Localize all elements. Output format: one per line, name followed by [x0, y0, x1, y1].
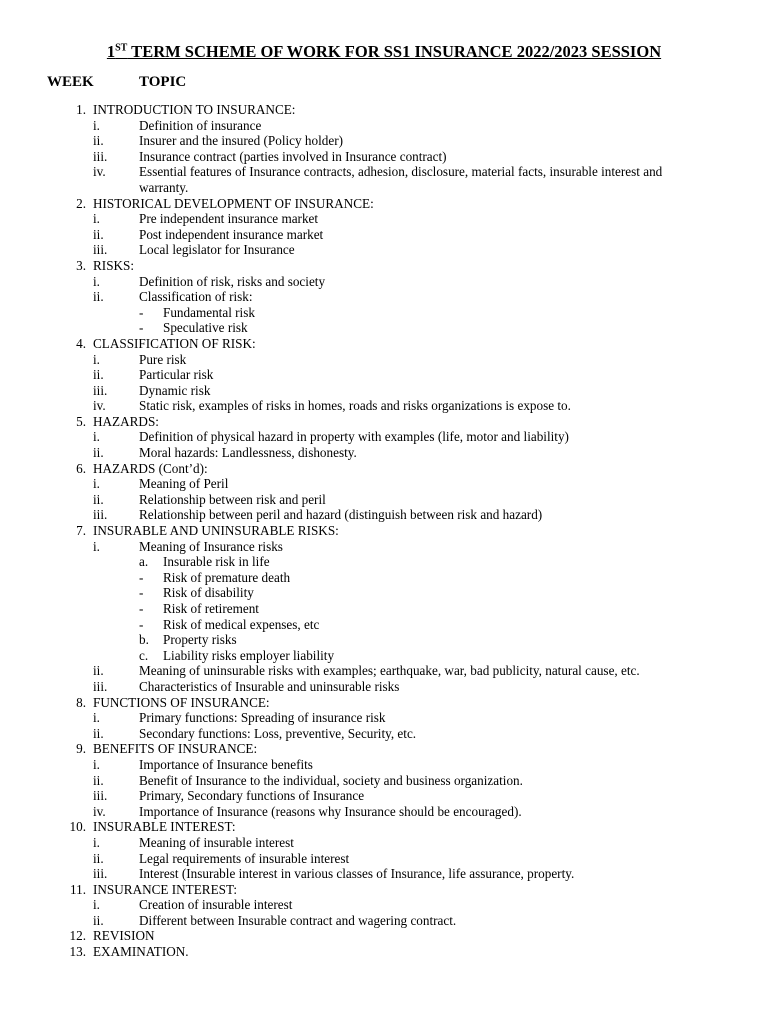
sub-item-marker: -: [139, 601, 144, 616]
item-text: Interest (Insurable interest in various classes of Insurance, life assurance, property.: [139, 866, 575, 882]
week-row: [0, 461, 768, 477]
sub-item-marker: -: [139, 320, 144, 336]
item-text: Definition of physical hazard in property with examples (life, motor and liability): [139, 429, 569, 445]
sub-item-marker: -: [139, 585, 144, 601]
item-marker: iii.: [93, 788, 108, 804]
item-text: Primary, Secondary functions of Insurance: [139, 788, 365, 804]
item-text: Local legislator for Insurance: [139, 242, 295, 258]
item-text: Particular risk: [139, 367, 214, 383]
sub-item-marker: -: [139, 616, 144, 632]
item-text: Benefit of Insurance to the individual, society and business organization.: [139, 772, 523, 788]
topic-item: [0, 164, 768, 195]
topic-item: [0, 851, 768, 867]
item-marker: ii.: [93, 289, 104, 305]
sub-item-text: Risk of medical expenses, etc: [163, 616, 320, 632]
sub-item-text: Risk of premature death: [163, 569, 291, 585]
week-row: [0, 414, 768, 430]
item-text: Post independent insurance market: [139, 226, 324, 242]
week-number: 2.: [76, 195, 86, 211]
week-title: INTRODUCTION TO INSURANCE:: [93, 102, 296, 117]
topic-item: [0, 367, 768, 383]
week-title: HAZARDS:: [93, 413, 159, 429]
week-row: [0, 928, 768, 944]
week-number: 13.: [69, 944, 86, 960]
week-row: [0, 819, 768, 835]
topic-item: [0, 913, 768, 929]
topic-item: [0, 804, 768, 820]
item-marker: i.: [93, 476, 100, 492]
sub-item-text: Insurable risk in life: [163, 554, 270, 570]
item-marker: ii.: [93, 226, 104, 242]
topic-item: [0, 835, 768, 851]
sub-item-marker: -: [139, 569, 144, 585]
item-marker: ii.: [93, 912, 104, 928]
title-text: TERM SCHEME OF WORK FOR SS1 INSURANCE 2022/2023 SESSION: [127, 42, 662, 61]
topic-item: [0, 539, 768, 555]
item-text: Meaning of Insurance risks: [139, 538, 283, 554]
week-number: 8.: [76, 694, 86, 710]
topic-item: [0, 383, 768, 399]
week-number: 7.: [76, 523, 86, 539]
topic-item: [0, 726, 768, 742]
week-title: HISTORICAL DEVELOPMENT OF INSURANCE:: [93, 195, 374, 211]
sub-item: [0, 648, 768, 664]
topic-item: [0, 274, 768, 290]
item-marker: i.: [93, 211, 100, 227]
item-marker: i.: [93, 273, 100, 289]
sub-item: [0, 305, 768, 321]
week-title: INSURABLE INTEREST:: [93, 819, 236, 835]
item-text: Primary functions: Spreading of insurance risk: [139, 710, 386, 726]
item-text: Meaning of uninsurable risks with examples; earthquake, war, bad publicity, natural cause, etc.: [139, 663, 640, 679]
item-text: Pure risk: [139, 351, 187, 367]
sub-item: [0, 601, 768, 617]
week-row: [0, 523, 768, 539]
item-text: Legal requirements of insurable interest: [139, 850, 350, 866]
sub-item: [0, 320, 768, 336]
item-marker: iii.: [93, 507, 108, 523]
week-title: HAZARDS (Cont’d):: [93, 460, 208, 476]
week-number: 11.: [70, 881, 86, 897]
item-marker: iii.: [93, 866, 108, 882]
topic-item: [0, 227, 768, 243]
week-number: 3.: [76, 257, 86, 273]
item-marker: i.: [93, 351, 100, 367]
topic-header: TOPIC: [139, 74, 187, 90]
item-text: Definition of insurance: [139, 117, 262, 133]
week-row: [0, 741, 768, 757]
topic-item: [0, 149, 768, 165]
sub-item-text: Property risks: [163, 632, 237, 648]
item-text: Moral hazards: Landlessness, dishonesty.: [139, 445, 357, 461]
item-marker: ii.: [93, 850, 104, 866]
item-marker: i.: [93, 897, 100, 913]
week-number: 12.: [69, 928, 86, 944]
sub-item: [0, 570, 768, 586]
item-marker: ii.: [93, 133, 104, 149]
item-marker: iv.: [93, 803, 106, 819]
week-row: [0, 258, 768, 274]
week-title: BENEFITS OF INSURANCE:: [93, 741, 258, 757]
week-title: RISKS:: [93, 257, 135, 273]
item-marker: ii.: [93, 491, 104, 507]
week-title: CLASSIFICATION OF RISK:: [93, 335, 256, 351]
sub-item-marker: a.: [139, 554, 149, 570]
item-marker: i.: [93, 117, 100, 133]
sub-item-marker: c.: [139, 647, 149, 663]
item-marker: iii.: [93, 382, 108, 398]
topic-item: [0, 773, 768, 789]
week-title: FUNCTIONS OF INSURANCE:: [93, 694, 270, 710]
topic-item: [0, 289, 768, 305]
topic-item: [0, 242, 768, 258]
topic-item: [0, 710, 768, 726]
sub-item: [0, 585, 768, 601]
week-number: 6.: [76, 460, 86, 476]
item-marker: ii.: [93, 367, 104, 383]
week-row: [0, 695, 768, 711]
item-text: Secondary functions: Loss, preventive, Security, etc.: [139, 725, 417, 741]
topic-item: [0, 429, 768, 445]
sub-item: [0, 617, 768, 633]
topic-item: [0, 445, 768, 461]
item-text: Meaning of Peril: [139, 476, 229, 492]
item-text: Insurer and the insured (Policy holder): [139, 133, 343, 149]
item-marker: ii.: [93, 663, 104, 679]
item-marker: iv.: [93, 164, 106, 180]
item-text: Importance of Insurance (reasons why Insurance should be encouraged).: [139, 803, 522, 819]
sub-item-text: Fundamental risk: [163, 304, 255, 320]
topic-item: [0, 476, 768, 492]
item-text: Dynamic risk: [139, 382, 211, 398]
sub-item-text: Liability risks employer liability: [163, 647, 335, 663]
item-text: Pre independent insurance market: [139, 211, 319, 227]
topic-item: [0, 398, 768, 414]
topic-item: [0, 133, 768, 149]
week-title: EXAMINATION.: [93, 944, 189, 960]
item-marker: ii.: [93, 772, 104, 788]
item-text: Static risk, examples of risks in homes, roads and risks organizations is expose to.: [139, 398, 571, 414]
sub-item-text: Risk of retirement: [163, 601, 259, 616]
topic-item: [0, 211, 768, 227]
item-text: Characteristics of Insurable and uninsurable risks: [139, 678, 400, 694]
item-marker: i.: [93, 538, 100, 554]
title-prefix: 1: [106, 42, 116, 61]
item-marker: i.: [93, 756, 100, 772]
sub-item-marker: -: [139, 304, 144, 320]
item-marker: iii.: [93, 242, 108, 258]
item-marker: ii.: [93, 445, 104, 461]
item-text: Essential features of Insurance contracts, adhesion, disclosure, material facts, insurable interest and warranty.: [139, 164, 663, 195]
item-marker: iv.: [93, 398, 106, 414]
item-text: Different between Insurable contract and wagering contract.: [139, 912, 457, 928]
week-row: [0, 944, 768, 960]
item-marker: iii.: [93, 678, 108, 694]
week-title: INSURABLE AND UNINSURABLE RISKS:: [93, 523, 339, 539]
sub-item: [0, 554, 768, 570]
topic-item: [0, 492, 768, 508]
item-text: Meaning of insurable interest: [139, 834, 294, 850]
topic-item: [0, 352, 768, 368]
item-text: Relationship between peril and hazard (distinguish between risk and hazard): [139, 507, 543, 523]
week-number: 5.: [76, 413, 86, 429]
week-number: 1.: [76, 102, 86, 117]
item-marker: i.: [93, 429, 100, 445]
topic-item: [0, 679, 768, 695]
week-title: REVISION: [93, 928, 155, 944]
item-text: Creation of insurable interest: [139, 897, 293, 913]
week-row: [0, 196, 768, 212]
week-row: [0, 336, 768, 352]
item-text: Classification of risk:: [139, 289, 253, 305]
sub-item: [0, 632, 768, 648]
sub-item-marker: b.: [139, 632, 149, 648]
title-superscript: ST: [115, 42, 128, 54]
week-number: 4.: [76, 335, 86, 351]
sub-item-text: Risk of disability: [163, 585, 254, 601]
week-header: WEEK: [47, 74, 94, 90]
topic-item: [0, 118, 768, 134]
topic-item: [0, 507, 768, 523]
item-text: Insurance contract (parties involved in Insurance contract): [139, 148, 447, 164]
topic-item: [0, 788, 768, 804]
item-text: Relationship between risk and peril: [139, 491, 326, 507]
item-marker: ii.: [93, 725, 104, 741]
topic-item: [0, 897, 768, 913]
sub-item-text: Speculative risk: [163, 320, 248, 336]
week-number: 9.: [76, 741, 86, 757]
item-marker: i.: [93, 834, 100, 850]
week-number: 10.: [69, 819, 86, 835]
week-title: INSURANCE INTEREST:: [93, 881, 238, 897]
item-text: Definition of risk, risks and society: [139, 273, 326, 289]
week-row: [0, 102, 768, 118]
item-marker: i.: [93, 710, 100, 726]
topic-item: [0, 663, 768, 679]
topic-item: [0, 757, 768, 773]
item-marker: iii.: [93, 148, 108, 164]
week-row: [0, 882, 768, 898]
topic-item: [0, 866, 768, 882]
document-title: [0, 42, 768, 62]
week-list: [0, 102, 768, 960]
item-text: Importance of Insurance benefits: [139, 756, 313, 772]
